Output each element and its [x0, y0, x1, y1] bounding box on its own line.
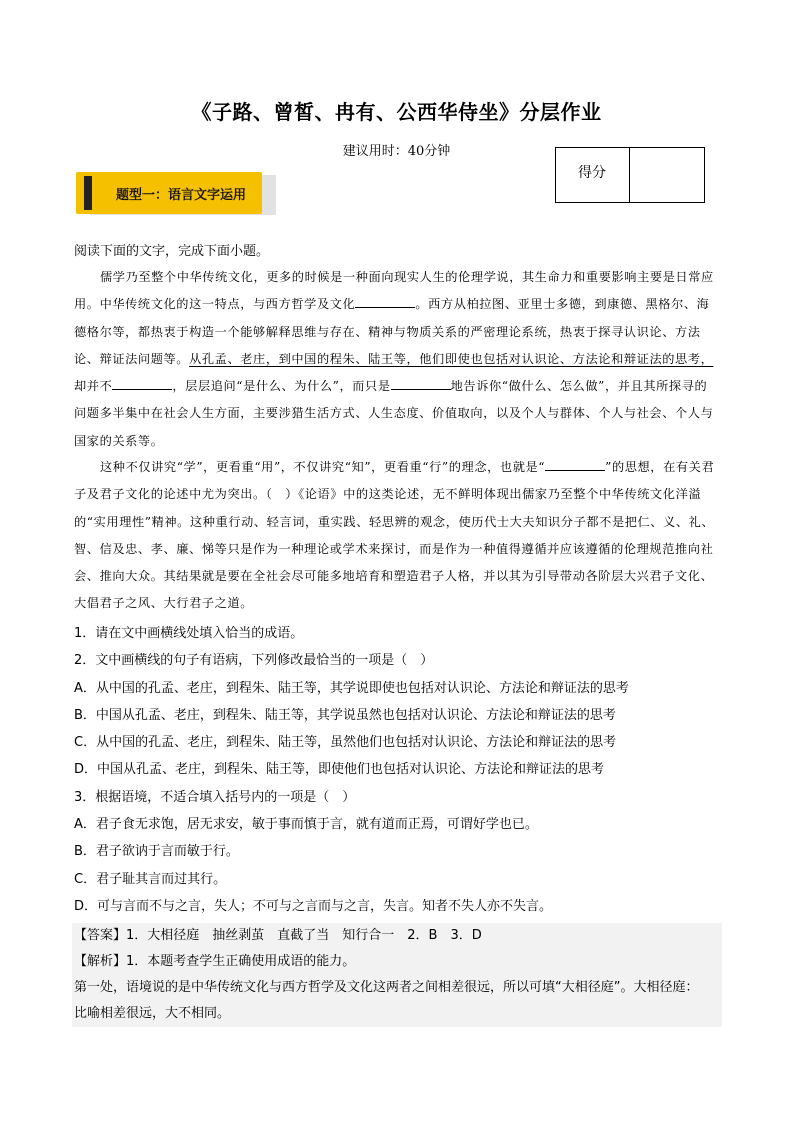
question-3-option-d: D．可与言而不与之言，失人；不可与之言而与之言，失言。知者不失人亦不失言。 [74, 898, 553, 914]
fill-blank-4 [545, 458, 605, 471]
score-label: 得分 [556, 148, 630, 202]
question-1: 1．请在文中画横线处填入恰当的成语。 [74, 626, 304, 641]
passage-paragraph-1 [74, 264, 720, 455]
question-2-option-b: B．中国从孔孟、老庄，到程朱、陆王等，其学说虽然也包括对认识论、方法论和辩证法的思考 [74, 707, 616, 723]
p1-text-a: 儒学乃至整个中华传统文化，更多的时候是一种面向现实人生的伦理学说，其生命力和重要影响主要是日常应用。中华传统文化的这一特点，与西方哲学及文化 [74, 270, 714, 312]
banner-notch [84, 176, 92, 210]
page-title: 《子路、曾皙、冉有、公西华侍坐》分层作业 [191, 100, 602, 124]
question-list [74, 620, 734, 920]
question-3-option-b: B．君子欲讷于言而敏于行。 [74, 844, 239, 860]
question-3-option-a: A．君子食无求饱，居无求安，敏于事而慎于言，就有道而正焉，可谓好学也已。 [74, 817, 538, 833]
question-3: 3．根据语境，不适合填入括号内的一项是（ ） [74, 789, 356, 805]
question-2-option-a: A．从中国的孔孟、老庄，到程朱、陆王等，其学说即使也包括对认识论、方法论和辩证法的思考 [74, 680, 629, 696]
p1-text-e: 地告诉你“做什么、怎么做”，并且其所探寻的问题多半集中在社会人生方面，主要涉猎生活方式、人生态度、价值取向，以及个人与群体、个人与社会、个人与国家的关系等。 [74, 379, 714, 448]
score-value [630, 148, 704, 202]
underlined-sentence: 从孔孟、老庄，到中国的程朱、陆王等，他们即使也包括对认识论、方法论和辩证法的思考， [189, 351, 714, 366]
fill-blank-1 [355, 295, 415, 308]
analysis-line-2: 第一处，语境说的是中华传统文化与西方哲学及文化这两者之间相差很远，所以可填“大相径庭”。大相径庭： [74, 980, 699, 995]
p2-text-b: ”的思想，在有关君子及君子文化的论述中尤为突出。（ ）《论语》中的这类论述，无不鲜明体现出儒家乃至整个中华传统文化洋溢的“实用理性”精神。这种重行动、轻言词，重实践、轻思辨的观念，使历代士大夫知识分子都不是把仁、义、礼、智、信及忠、孝、廉、悌等只是作为一种理论或学术来探讨，而是作为一种值得遵循并应该遵循的伦理规范推向社会、推向大众。其结果就是要在全社会尽可能多地培育和塑造君子人格，并以其为引导带动各阶层大兴君子文化、大倡君子之风、大行君子之道。 [74, 460, 715, 611]
question-2-option-d: D．中国从孔孟、老庄，到程朱、陆王等，即使他们也包括对认识论、方法论和辩证法的思考 [74, 762, 605, 778]
question-2: 2．文中画横线的句子有语病，下列修改最恰当的一项是（ ） [74, 653, 434, 669]
question-type-label: 题型一：语言文字运用 [116, 188, 247, 203]
p2-text-a: 这种不仅讲究“学”，更看重“用”，不仅讲究“知”，更看重“行”的理念，也就是“ [100, 460, 546, 474]
p1-text-d: ，层层追问“是什么、为什么”，而只是 [172, 379, 391, 394]
p1-text-b: 。西方从柏拉图、亚里士多德，到康德、黑格尔、海德格尔等，都热衷于构造一个能够解释思维与存在、精神与物质关系的严密理论系统，热衷于探寻认识论、方法论、辩证法问题等。 [74, 297, 710, 366]
analysis-line-3: 比喻相差很远，大不相同。 [74, 1006, 231, 1021]
question-3-option-c: C．君子耻其言而过其行。 [74, 871, 227, 887]
answer-section [72, 923, 722, 1027]
analysis-line: 【解析】1．本题考查学生正确使用成语的能力。 [74, 954, 356, 969]
passage-paragraph-2 [74, 454, 720, 618]
p1-text-c: 却并不 [74, 379, 113, 394]
reading-instruction: 阅读下面的文字，完成下面小题。 [74, 244, 270, 259]
suggested-time: 建议用时：40分钟 [342, 144, 451, 159]
score-box [555, 147, 705, 203]
question-type-banner [76, 172, 276, 214]
question-2-option-c: C．从中国的孔孟、老庄，到程朱、陆王等，虽然他们也包括对认识论、方法论和辩证法的思考 [74, 735, 617, 751]
fill-blank-3 [391, 377, 451, 390]
answer-line: 【答案】1．大相径庭 抽丝剥茧 直截了当 知行合一 2．B 3．D [74, 928, 482, 943]
fill-blank-2 [112, 377, 172, 390]
